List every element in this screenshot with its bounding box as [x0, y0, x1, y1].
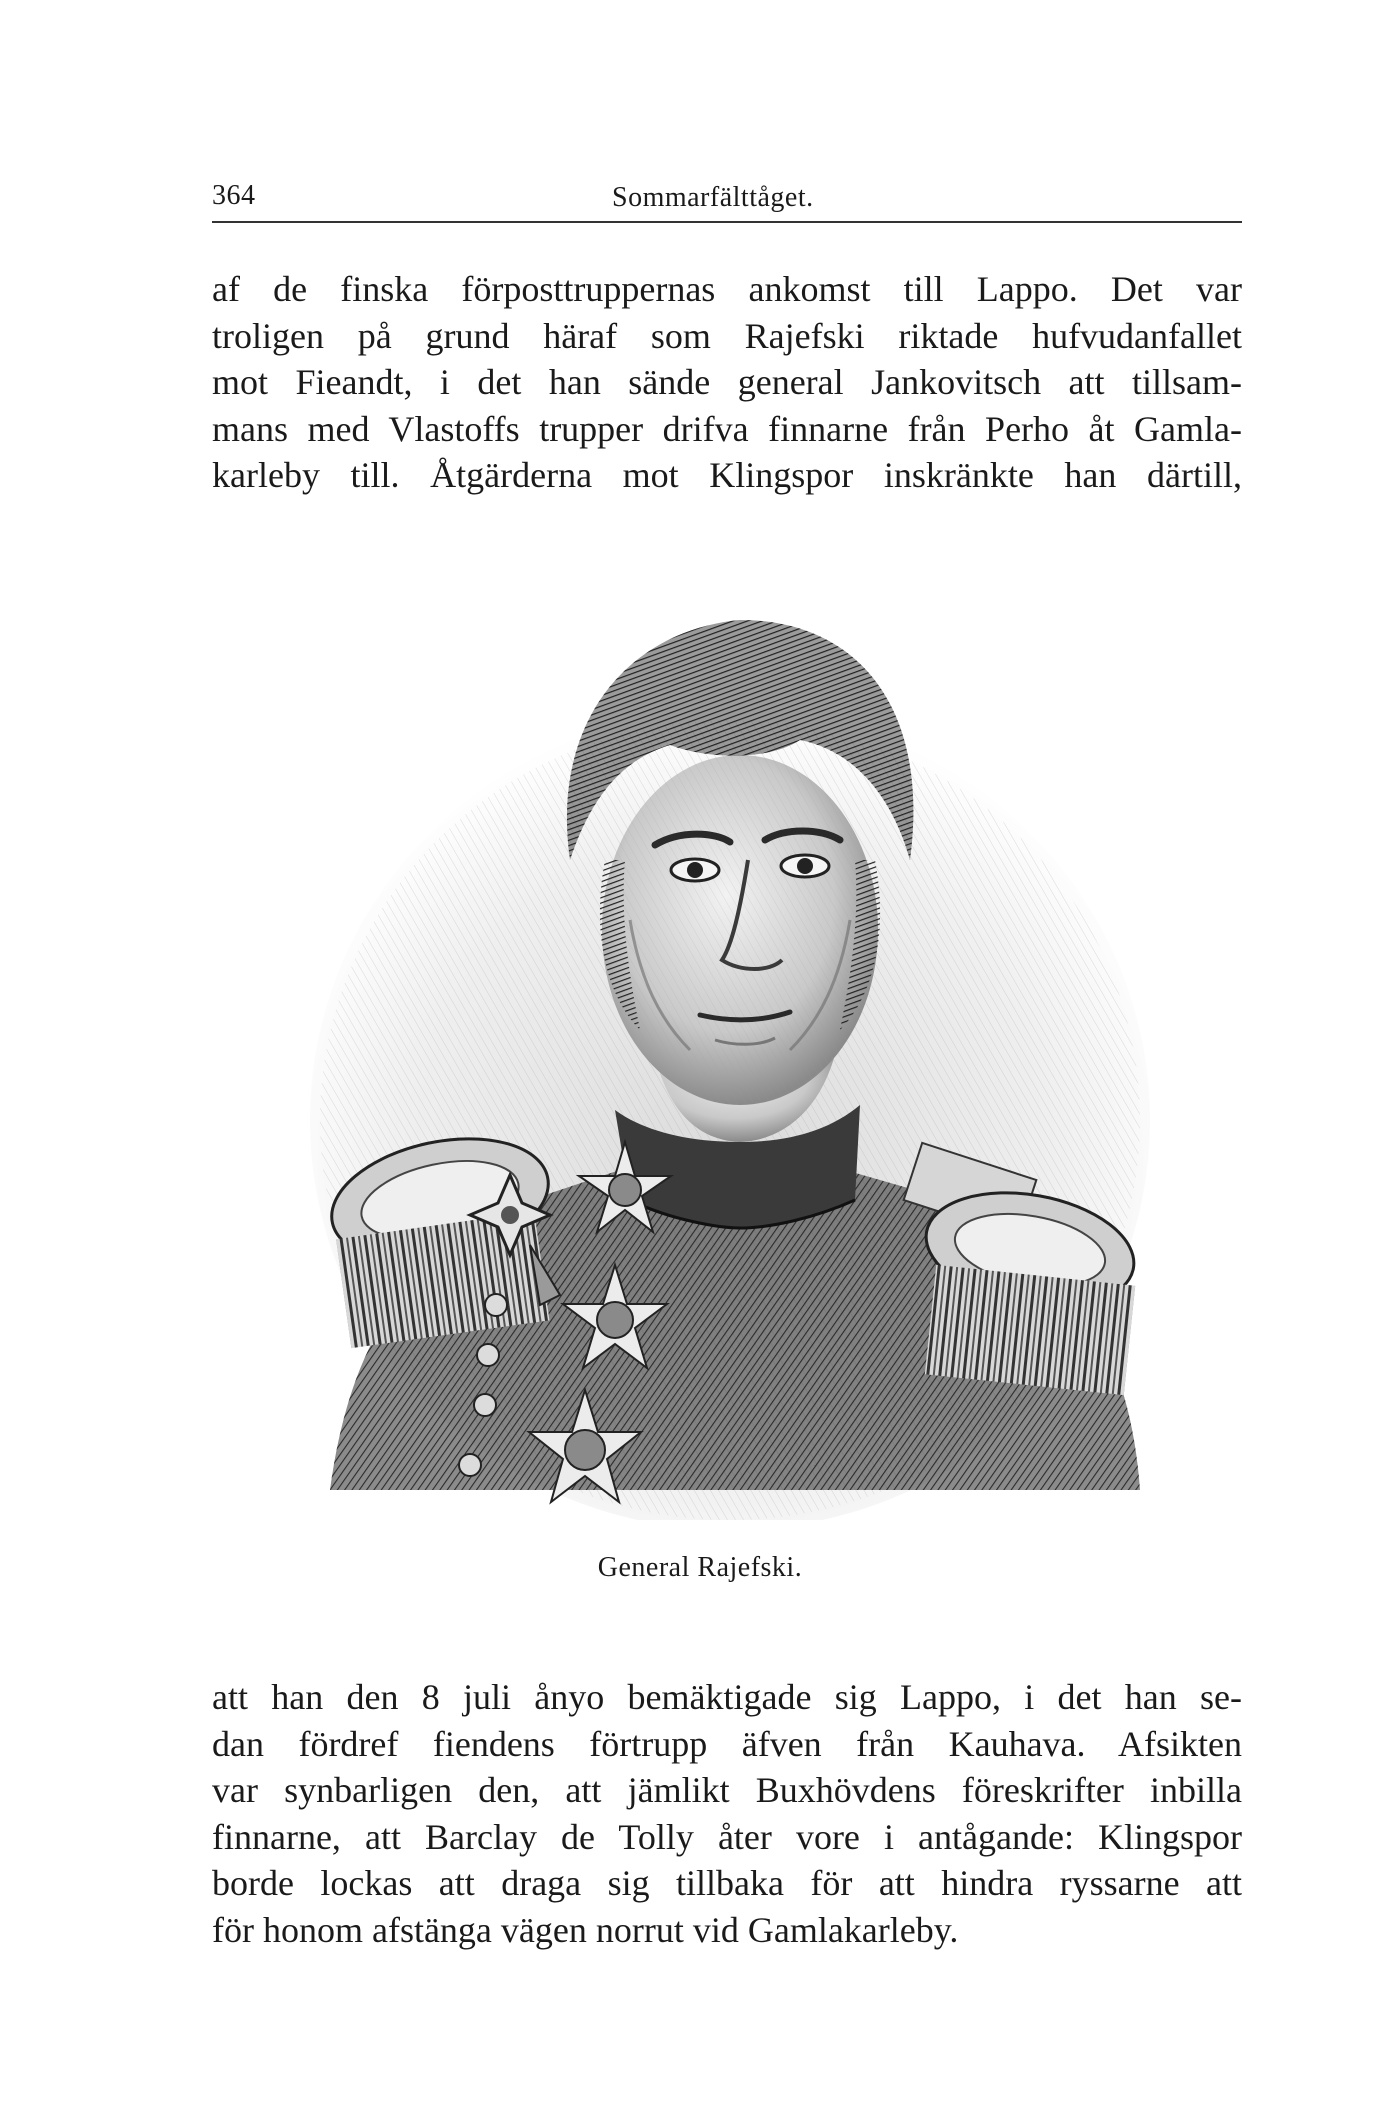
header-rule — [212, 221, 1242, 223]
portrait-engraving — [270, 560, 1190, 1520]
text-line: mot Fieandt, i det han sände general Jankovitsch att tillsam- — [212, 362, 1242, 402]
portrait-illustration — [270, 560, 1190, 1520]
paragraph-bottom — [212, 1674, 1242, 1953]
text-line: för honom afstänga vägen norrut vid Gamlakarleby. — [212, 1909, 959, 1950]
page-number: 364 — [212, 180, 256, 211]
text-line: att han den 8 juli ånyo bemäktigade sig Lappo, i det han se- — [212, 1677, 1242, 1717]
illustration-caption: General Rajefski. — [597, 1552, 803, 1583]
text-line: mans med Vlastoffs trupper drifva finnarne från Perho åt Gamla- — [212, 408, 1242, 449]
text-line: dan fördref fiendens förtrupp äfven från Kauhava. Afsikten — [212, 1723, 1242, 1764]
text-line: karleby till. Åtgärderna mot Klingspor inskränkte han därtill, — [212, 455, 1242, 495]
text-line: af de finska förposttruppernas ankomst till Lappo. Det var — [212, 269, 1242, 309]
text-line: troligen på grund häraf som Rajefski riktade hufvudanfallet — [212, 315, 1242, 356]
text-line: var synbarligen den, att jämlikt Buxhövdens föreskrifter inbilla — [212, 1770, 1242, 1810]
text-line: borde lockas att draga sig tillbaka för att hindra ryssarne att — [212, 1863, 1242, 1903]
text-line: finnarne, att Barclay de Tolly åter vore i antågande: Klingspor — [212, 1816, 1242, 1857]
paragraph-top — [212, 266, 1242, 499]
running-title: Sommarfälttåget. — [612, 182, 814, 213]
